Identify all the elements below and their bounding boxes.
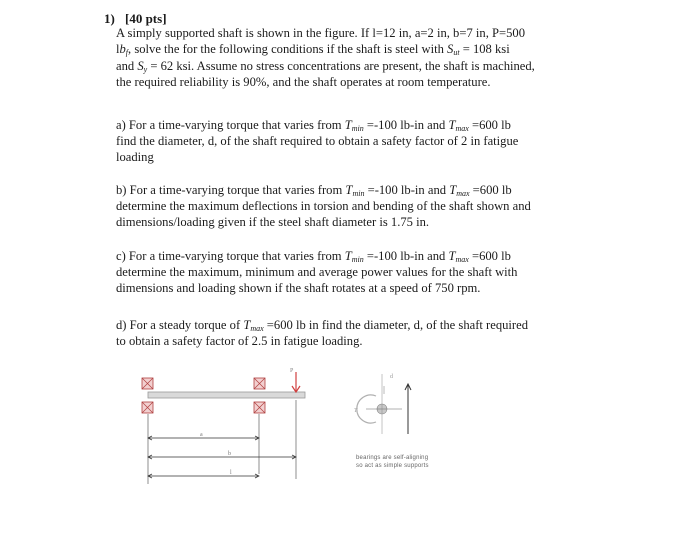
part-line: c) For a time-varying torque that varies from $T_{min} =-100$ lb-in and $T_{max} =600$ lb xyxy=(116,249,511,264)
statement-line: A simply supported shaft is shown in the figure. If l=12 in, a=2 in, b=7 in, P=500 xyxy=(116,26,525,40)
part-line: to obtain a safety factor of 2.5 in fatigue loading. xyxy=(116,333,363,348)
figure-note: so act as simple supports xyxy=(356,463,429,469)
statement-line: $lb_f$, solve the for the following conditions if the shaft is steel with $S_{ut} = 108$ ksi xyxy=(116,42,510,58)
shaft-figure xyxy=(140,364,440,489)
svg-text:d: d xyxy=(390,374,393,380)
problem-number: 1) xyxy=(104,11,115,26)
dimension-b xyxy=(148,451,296,459)
part-line: dimensions and loading shown if the shaft rotates at a speed of 750 rpm. xyxy=(116,280,481,295)
part-line: determine the maximum, minimum and average power values for the shaft with xyxy=(116,264,518,279)
part-line: find the diameter, d, of the shaft required to obtain a safety factor of 2 in fatigue xyxy=(116,133,519,148)
part-line: dimensions/loading given if the steel shaft diameter is 1.75 in. xyxy=(116,214,430,229)
svg-text:b: b xyxy=(228,451,231,457)
dimension-a xyxy=(148,432,259,440)
part-line: determine the maximum deflections in torsion and bending of the shaft shown and xyxy=(116,198,531,213)
dimension-l xyxy=(148,470,259,478)
part-c xyxy=(116,248,604,295)
load-arrow-icon xyxy=(292,372,300,392)
problem-points: [40 pts] xyxy=(125,11,167,26)
part-b xyxy=(116,182,604,229)
part-line: b) For a time-varying torque that varies from $T_{min} =-100$ lb-in and $T_{max} =600$ lb xyxy=(116,183,512,198)
figure-note: bearings are self-aligning xyxy=(356,455,429,461)
shaft-body xyxy=(148,392,305,398)
part-line: a) For a time-varying torque that varies from $T_{min} =-100$ lb-in and $T_{max} =600$ lb xyxy=(116,118,511,133)
statement-line: and $S_y = 62$ ksi. Assume no stress concentrations are present, the shaft is machined, xyxy=(116,58,535,74)
part-d xyxy=(116,317,604,349)
load-label: P xyxy=(290,368,294,374)
problem-statement xyxy=(116,25,604,90)
svg-text:T: T xyxy=(354,408,358,414)
shaft-cross-section xyxy=(354,374,411,434)
svg-text:l: l xyxy=(230,470,232,476)
svg-text:a: a xyxy=(200,432,203,438)
part-a xyxy=(116,117,604,164)
part-line: d) For a steady torque of $T_{max} =600$ lb in find the diameter, d, of the shaft required xyxy=(116,318,529,333)
statement-line: the required reliability is 90%, and the shaft operates at room temperature. xyxy=(116,74,491,89)
part-line: loading xyxy=(116,149,154,164)
